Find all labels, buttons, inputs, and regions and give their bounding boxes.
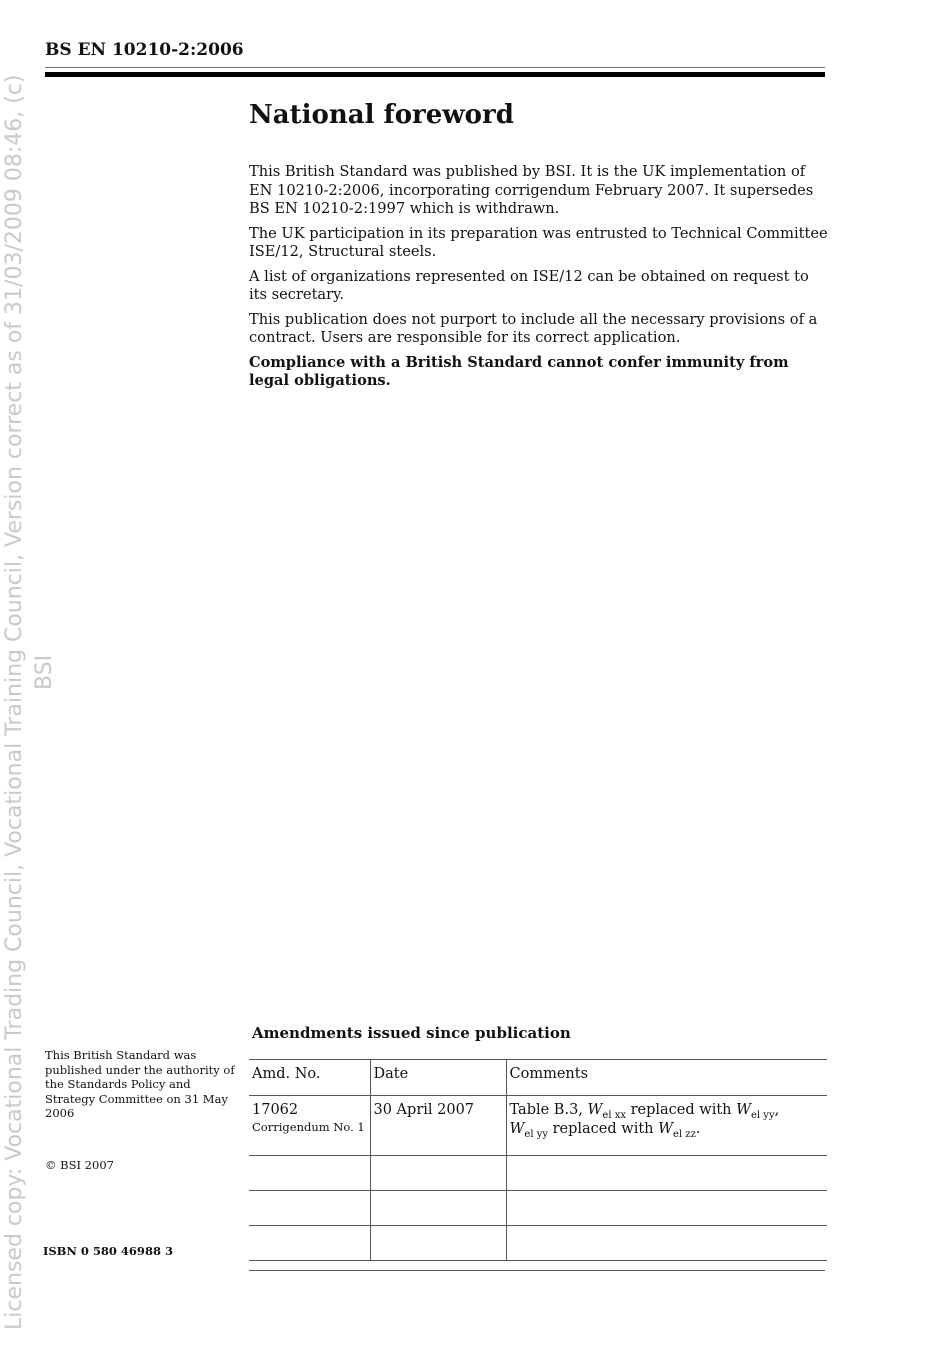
amd-note: Corrigendum No. 1 bbox=[252, 1120, 365, 1134]
column-header-comments: Comments bbox=[506, 1060, 827, 1096]
subscript: el yy bbox=[524, 1128, 548, 1140]
header-rule-thick bbox=[45, 72, 825, 77]
paragraph: A list of organizations represented on ISE/12 can be obtained on request to its secretary. bbox=[249, 267, 809, 303]
comment-text: replaced with bbox=[548, 1120, 659, 1137]
table-row-empty bbox=[249, 1191, 827, 1226]
symbol-w: W bbox=[736, 1102, 752, 1118]
paragraph: This publication does not purport to include all the necessary provisions of a contract. Users are responsible for its correct application. bbox=[249, 310, 818, 346]
isbn: ISBN 0 580 46988 3 bbox=[43, 1244, 173, 1258]
comment-text: . bbox=[695, 1120, 701, 1137]
watermark-line-1: Licensed copy: Vocational Trading Council, Vocational Training Council, Version correct as of 31/03/2009 08:46, (c) bbox=[2, 74, 27, 1330]
subscript: el zz bbox=[673, 1128, 696, 1140]
amendments-table bbox=[249, 1059, 827, 1261]
authority-note: This British Standard was published under the authority of the Standards Policy and Strategy Committee on 31 May 2006 bbox=[45, 1048, 235, 1120]
amd-number: 17062 bbox=[252, 1102, 299, 1118]
table-row bbox=[249, 1096, 827, 1156]
amendments-heading: Amendments issued since publication bbox=[252, 1024, 571, 1042]
paragraph: This British Standard was published by BSI. It is the UK implementation of EN 10210-2:2006, incorporating corrigendum February 2007. It supersedes BS EN 10210-2:1997 which is withdrawn. bbox=[249, 163, 814, 217]
header-rule-thin bbox=[45, 67, 825, 68]
comment-text: replaced with bbox=[626, 1102, 737, 1118]
watermark-line-2: BSI bbox=[32, 654, 57, 690]
subscript: el xx bbox=[602, 1109, 626, 1121]
column-header-date: Date bbox=[370, 1060, 506, 1096]
document-id: BS EN 10210-2:2006 bbox=[45, 40, 244, 60]
column-header-amd-no: Amd. No. bbox=[249, 1060, 370, 1096]
comment-prefix: Table B.3, bbox=[509, 1102, 588, 1118]
compliance-statement: Compliance with a British Standard cannot confer immunity from legal obligations. bbox=[249, 353, 789, 389]
subscript: el yy bbox=[751, 1109, 775, 1121]
paragraph: The UK participation in its preparation was entrusted to Technical Committee ISE/12, Structural steels. bbox=[249, 224, 828, 260]
license-watermark bbox=[0, 0, 60, 1330]
symbol-w: W bbox=[658, 1120, 674, 1137]
page-title: National foreword bbox=[249, 100, 514, 130]
date-cell: 30 April 2007 bbox=[370, 1096, 506, 1156]
amd-no-cell bbox=[249, 1096, 370, 1156]
comment-text: , bbox=[774, 1102, 780, 1118]
table-header-row bbox=[249, 1060, 827, 1096]
symbol-w: W bbox=[509, 1120, 525, 1137]
symbol-w: W bbox=[587, 1102, 603, 1118]
copyright: © BSI 2007 bbox=[45, 1158, 114, 1172]
comment-cell bbox=[506, 1096, 827, 1156]
foreword-body bbox=[249, 163, 829, 397]
footer-rule bbox=[249, 1270, 825, 1271]
table-row-empty bbox=[249, 1156, 827, 1191]
table-row-empty bbox=[249, 1226, 827, 1261]
